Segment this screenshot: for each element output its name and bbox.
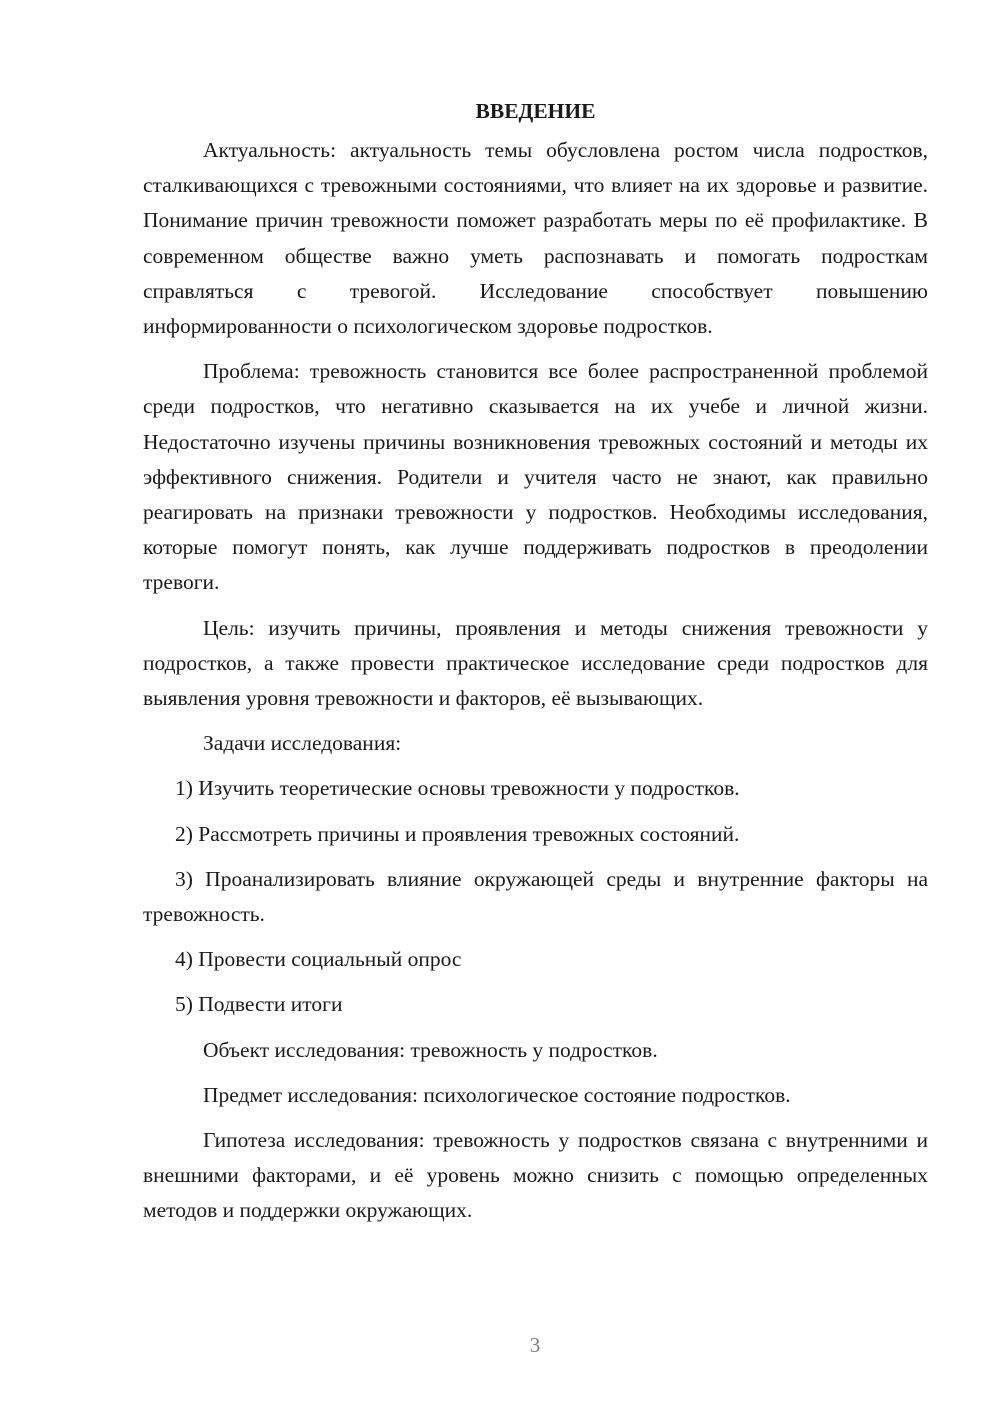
task-item-1: 1) Изучить теоретические основы тревожности у подростков.	[175, 776, 740, 801]
task-item-4: 4) Провести социальный опрос	[175, 947, 462, 972]
task-item-5: 5) Подвести итоги	[175, 992, 343, 1017]
tasks-heading: Задачи исследования:	[203, 731, 402, 756]
relevance-paragraph: Актуальность: актуальность темы обусловлена ростом числа подростков, сталкивающихся с тревожными состояниями, что влияет на их здоровье и развитие. Понимание причин тревожности поможет разработать меры по её профилактике. В современном обществе важно уметь распознавать и помогать подросткам справляться с тревогой. Исследование способствует повышению информированности о психологическом здоровье подростков.	[143, 138, 928, 339]
task-item-2: 2) Рассмотреть причины и проявления тревожных состояний.	[175, 821, 740, 846]
page-number: 3	[529, 1333, 541, 1357]
section-title: ВВЕДЕНИЕ	[475, 99, 596, 123]
hypothesis-paragraph: Гипотеза исследования: тревожность у подростков связана с внутренними и внешними факторами, и её уровень можно снизить с помощью определенных методов и поддержки окружающих.	[143, 1128, 928, 1223]
research-subject: Предмет исследования: психологическое состояние подростков.	[203, 1082, 791, 1107]
task-item-3: 3) Проанализировать влияние окружающей среды и внутренние факторы на тревожность.	[143, 866, 928, 927]
problem-paragraph: Проблема: тревожность становится все более распространенной проблемой среди подростков, что негативно сказывается на их учебе и личной жизни. Недостаточно изучены причины возникновения тревожных состояний и методы их эффективного снижения. Родители и учителя часто не знают, как правильно реагировать на признаки тревожности у подростков. Необходимы исследования, которые помогут понять, как лучше поддерживать подростков в преодолении тревоги.	[143, 359, 928, 595]
research-object: Объект исследования: тревожность у подростков.	[203, 1037, 658, 1062]
goal-paragraph: Цель: изучить причины, проявления и методы снижения тревожности у подростков, а также провести практическое исследование среди подростков для выявления уровня тревожности и факторов, её вызывающих.	[143, 615, 928, 711]
document-page	[143, 96, 928, 1229]
